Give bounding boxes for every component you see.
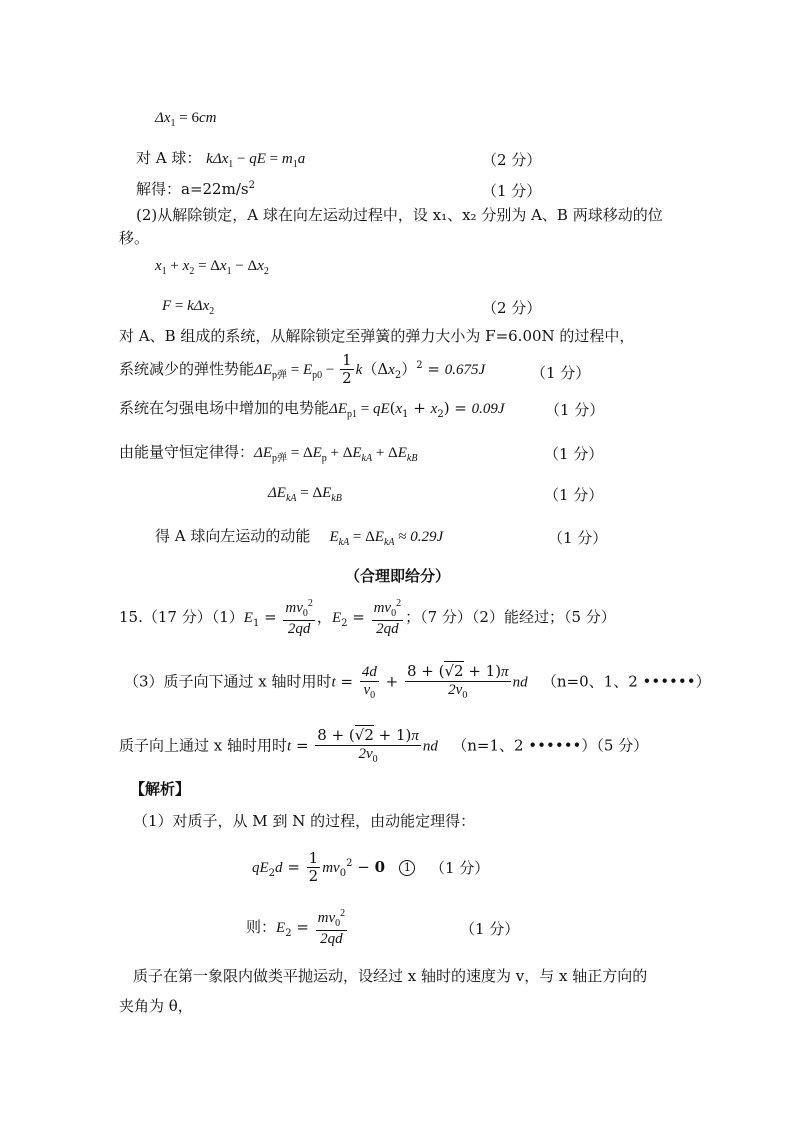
center-note: （合理即给分） [345, 567, 451, 585]
score-a3: （1 分） [460, 920, 520, 938]
eq-spring-force: F = kΔx$_2$ [162, 298, 215, 317]
elastic-pe-value: 0.675J [444, 361, 486, 378]
frac-4d: $\frac{4d}{v_0}$ [361, 663, 377, 701]
eq-displacement-sum: $x_1 + x_2 = \Delta x_1 - \Delta x_2$ [155, 258, 269, 277]
line-part2b: 移。 [119, 229, 150, 247]
elastic-pe-label: 系统减少的弹性势能 [119, 359, 255, 378]
line-electric-pe: 系统在匀强电场中增加的电势能$\Delta E_{p1} = qE(x_1 + x_2) = 0.09J$ [119, 399, 505, 420]
score-a2: （1 分） [430, 859, 490, 877]
analysis-line4: 质子在第一象限内做类平抛运动，设经过 x 轴时的速度为 v，与 x 轴正方向的 [133, 967, 648, 985]
q15-part3: （3）质子向下通过 x 轴时用时t = $\frac{4d}{v_0}$ + $\frac{8 + (√2 + 1)\pi}{2v_0}$ nd （n=0、1、2 ••••••） [124, 662, 711, 702]
analysis-line1: （1）对质子，从 M 到 N 的过程，由动能定理得： [133, 812, 476, 830]
eq-force-a: kΔx$_1$ − qE = $m_1a$ [206, 151, 306, 170]
q15-mid: ；（7 分）（2）能经过；（5 分） [405, 607, 616, 626]
ka-value: 0.29J [410, 529, 444, 545]
score-9: （1 分） [545, 401, 605, 419]
q15-head: 15.（17 分）（1） [119, 607, 244, 626]
q15-up-range: （n=1、2 ••••••）（5 分） [452, 736, 649, 755]
analysis-line5: 夹角为 θ， [119, 997, 193, 1015]
frac-half-2: $\frac{1}{2}$ [308, 849, 319, 886]
q15-part3-label: （3）质子向下通过 x 轴时用时 [124, 672, 332, 691]
line-a-ball [136, 149, 305, 171]
eq-ek-equal: $\Delta E_{kA} = \Delta E_{kB}$ [268, 485, 342, 504]
frac-half: $\frac{1}{2}$ [342, 351, 352, 388]
eq-e2-label: 则： [246, 917, 277, 936]
score-3: （1 分） [482, 182, 542, 200]
frac-sqrt-up: $\frac{8 + (√2 + 1)\pi}{2v_0}$ [317, 726, 419, 766]
eq-kinetic: $qE_2d$ = $\frac{1}{2}$ $mv_0^2 - 0$ 1 [252, 850, 415, 886]
energy-conservation-label: 由能量守恒定律得： [119, 443, 255, 461]
q15-part3-range: （n=0、1、2 ••••••） [541, 672, 711, 691]
analysis-heading: 【解析】 [130, 780, 191, 798]
eq-e2: 则：$E_2$ = $\frac{mv_0^2}{2qd}$ [246, 908, 346, 947]
electric-pe-value: 0.09J [471, 401, 505, 417]
line-system: 对 A、B 组成的系统，从解除锁定至弹簧的弹力大小为 F=6.00N 的过程中， [119, 327, 635, 345]
frac-sqrt-down: $\frac{8 + (√2 + 1)\pi}{2v_0}$ [406, 662, 509, 702]
q15-up: 质子向上通过 x 轴时用时t = $\frac{8 + (√2 + 1)\pi}{2v_0}$ nd （n=1、2 ••••••）（5 分） [119, 726, 649, 766]
score-12: （1 分） [548, 529, 608, 547]
eq-delta-x1: $\Delta x_1 = 6cm$ [155, 110, 217, 129]
frac-e1: $\frac{mv_0^2}{2qd}$ [285, 598, 313, 637]
electric-pe-label: 系统在匀强电场中增加的电势能 [119, 399, 330, 417]
score-10: （1 分） [544, 445, 604, 463]
line-ka: 得 A 球向左运动的动能 $E_{kA} = \Delta E_{kA} \approx 0.29J$ [155, 527, 444, 548]
frac-e2: $\frac{mv_0^2}{2qd}$ [373, 598, 402, 637]
line-part2: (2)从解除锁定，A 球在向左运动过程中，设 x₁、x₂ 分别为 A、B 两球移动的位 [136, 206, 663, 224]
score-6: （2 分） [482, 299, 542, 317]
score-2: （2 分） [482, 151, 542, 169]
q15-answer: 15.（17 分）$(1)E_1$ = $\frac{mv_0^2}{2qd}$ ，$E_2$ = $\frac{mv_0^2}{2qd}$ ；（7 分）（2）能经过；（5 分） [119, 598, 616, 637]
frac-e2b: $\frac{mv_0^2}{2qd}$ [317, 908, 346, 947]
q15-up-label: 质子向上通过 x 轴时用时 [119, 736, 287, 755]
line-elastic-pe: 系统减少的弹性势能$\Delta E_{p弹} = E_{p0}$ − $\frac{1}{2}$ $k(\Delta x_2)^2 = 0.675J$ [119, 351, 486, 388]
line-solve-a: 解得：$a=22m/s^2$ [136, 180, 255, 198]
score-8: （1 分） [531, 364, 591, 382]
a-ball-label: 对 A 球： [136, 149, 202, 167]
circled-one: 1 [399, 860, 415, 876]
line-energy-conservation: 由能量守恒定律得：$\Delta E_{p弹} = \Delta E_p + \Delta E_{kA} + \Delta E_{kB}$ [119, 443, 418, 464]
ka-label: 得 A 球向左运动的动能 [155, 527, 311, 545]
score-11: （1 分） [544, 486, 604, 504]
